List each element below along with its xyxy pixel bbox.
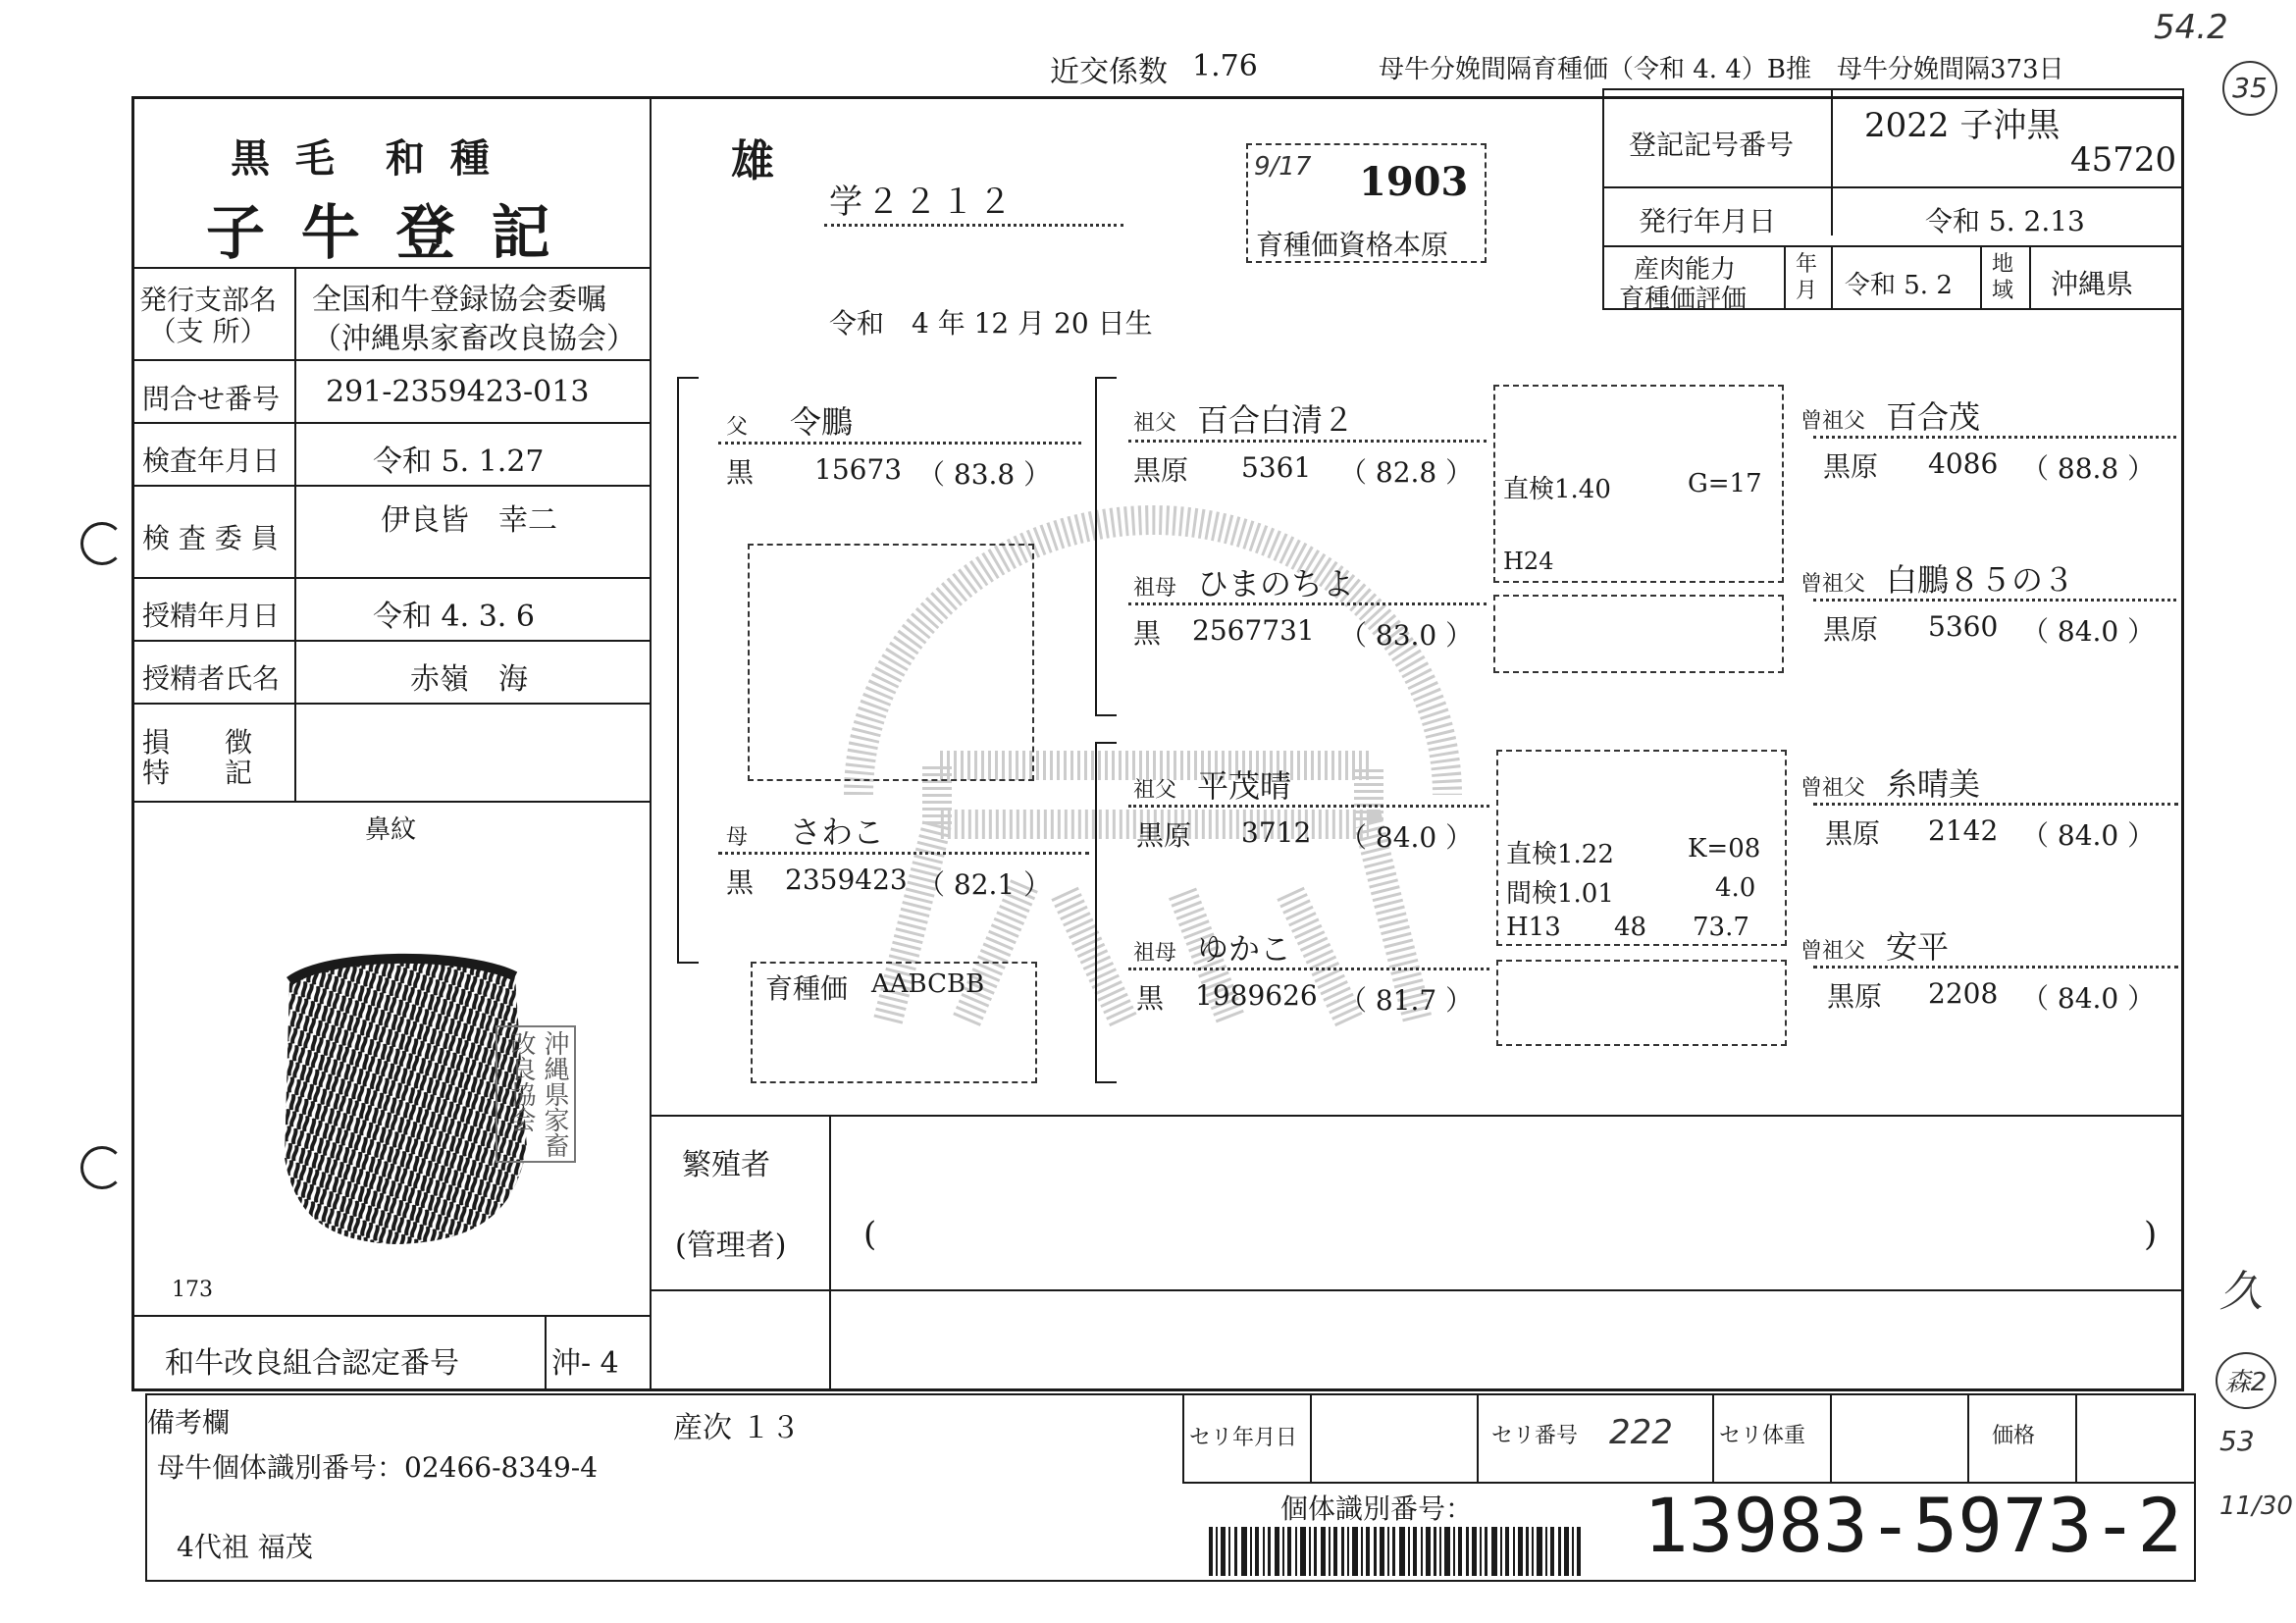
mgf-score: （ 84.0 ）	[1339, 821, 1474, 854]
ggf1-score: （ 88.8 ）	[2021, 452, 2156, 485]
calving-interval-text: 母牛分娩間隔育種価（令和 4. 4）B推 母牛分娩間隔373日	[1379, 55, 2064, 84]
region-label: 地 域	[1992, 252, 2014, 303]
inspection-date-label: 検査年月日	[142, 445, 281, 477]
maternal-bracket	[1095, 742, 1097, 1083]
ggf2-name: 白鵬８５の３	[1886, 561, 2075, 599]
info-bot-3b: 48	[1614, 913, 1647, 942]
id-label: 個体識別番号：	[1280, 1492, 1474, 1525]
manager-label: (管理者)	[675, 1229, 787, 1263]
inbreeding-label: 近交係数	[1050, 55, 1168, 89]
meat-label-2: 育種価評価	[1619, 285, 1748, 314]
dam-id-label: 母牛個体識別番号：02466-8349-4	[157, 1451, 599, 1484]
pgf-score: （ 82.8 ）	[1339, 456, 1474, 489]
father-name: 令鵬	[790, 403, 854, 441]
pgf-number: 5361	[1241, 451, 1312, 484]
mgf-name: 平茂晴	[1197, 767, 1292, 805]
info-bot-3c: 73.7	[1693, 913, 1749, 942]
breeder-label: 繁殖者	[682, 1148, 770, 1182]
ggf2-breed: 黒原	[1823, 613, 1879, 646]
ggf1-number: 4086	[1928, 447, 1999, 480]
info-bot-2a: 間検1.01	[1506, 879, 1614, 909]
ggf3-label: 曾祖父	[1800, 776, 1866, 801]
info-bot-3a: H13	[1506, 913, 1561, 942]
fourth-gen-ancestor: 4代祖 福茂	[177, 1531, 313, 1563]
nose-print-label: 鼻紋	[365, 815, 417, 845]
ggf3-number: 2142	[1928, 814, 1999, 847]
father-number: 15673	[814, 453, 903, 486]
breed-title: 黒 毛 和 種	[231, 135, 496, 182]
auction-weight-label: セリ体重	[1719, 1424, 1806, 1448]
reg-no-label: 登記記号番号	[1629, 129, 1795, 161]
pgm-label: 祖母	[1133, 576, 1177, 601]
nose-print-number: 173	[172, 1278, 213, 1302]
inspection-date-value: 令和 5. 1.27	[373, 445, 545, 479]
breeding-value-label: 育種価	[765, 972, 849, 1005]
ggf3-score: （ 84.0 ）	[2021, 819, 2156, 852]
info-top-2: G=17	[1688, 469, 1762, 498]
union-label: 和牛改良組合認定番号	[165, 1346, 459, 1381]
ggf4-name: 安平	[1886, 928, 1950, 966]
id-value: 13983-5973-2	[1644, 1482, 2183, 1569]
margin-note-4: 11/30	[2219, 1492, 2293, 1521]
pgm-score: （ 83.0 ）	[1339, 619, 1474, 652]
breeding-value: AABCBB	[871, 969, 985, 999]
reg-no-value-1: 2022 子沖黒	[1864, 106, 2061, 145]
ggf3-breed: 黒原	[1825, 817, 1881, 850]
remarks-label: 備考欄	[147, 1406, 231, 1439]
mgf-breed: 黒原	[1136, 819, 1192, 852]
insemination-date-label: 授精年月日	[142, 600, 281, 632]
info-bot-1a: 直検1.22	[1506, 840, 1614, 869]
info-bot-2b: 4.0	[1715, 873, 1756, 903]
issuer-label: 発行支部名 （支 所）	[139, 284, 278, 347]
issuer-value-2: （沖縄県家畜改良協会）	[312, 322, 636, 356]
ggf4-breed: 黒原	[1827, 980, 1883, 1013]
breeder-close-paren: )	[2144, 1215, 2158, 1254]
reg-no-value-2: 45720	[2070, 140, 2177, 180]
parity: 産次 １３	[673, 1411, 801, 1445]
ggf1-name: 百合茂	[1886, 398, 1981, 436]
inquiry-label: 問合せ番号	[142, 383, 281, 415]
inseminator-label: 授精者氏名	[142, 662, 281, 695]
paternal-info-box-2	[1493, 595, 1784, 673]
mgm-number: 1989626	[1195, 979, 1318, 1012]
father-breed: 黒	[726, 456, 755, 489]
handwritten-corner-note: 54.2	[2154, 8, 2228, 47]
auction-no-label: セリ番号	[1491, 1424, 1579, 1448]
union-value: 沖- 4	[551, 1346, 619, 1381]
certificate-title: 子 牛 登 記	[206, 199, 558, 268]
remarks-label-1: 損 徴	[142, 726, 253, 759]
mgf-label: 祖父	[1133, 778, 1177, 803]
issue-date-label: 発行年月日	[1639, 205, 1777, 237]
inbreeding-value: 1.76	[1192, 49, 1258, 83]
auction-date-label: セリ年月日	[1189, 1426, 1298, 1450]
pgf-label: 祖父	[1133, 411, 1177, 436]
price-label: 価格	[1992, 1424, 2036, 1448]
mother-number: 2359423	[785, 864, 908, 896]
calf-name: 学２２１２	[829, 183, 1016, 222]
photo-placeholder	[748, 544, 1034, 781]
ggf4-label: 曾祖父	[1800, 939, 1866, 964]
ggf1-label: 曾祖父	[1800, 409, 1866, 434]
ym-label: 年 月	[1796, 252, 1818, 303]
stamp-number: 1903	[1359, 159, 1469, 205]
parents-bracket	[677, 377, 679, 964]
mother-label: 母	[726, 825, 749, 850]
issue-date-value: 令和 5. 2.13	[1925, 205, 2085, 237]
mgm-label: 祖母	[1133, 941, 1177, 966]
inquiry-value: 291-2359423-013	[326, 375, 590, 409]
stamp-text: 沖縄県家畜改良協会	[506, 1030, 569, 1158]
left-column-divider	[650, 96, 652, 1391]
remarks-label-2: 特 記	[142, 757, 253, 789]
mgf-number: 3712	[1241, 816, 1312, 849]
margin-note-2: 森2	[2216, 1352, 2276, 1409]
pgm-number: 2567731	[1192, 614, 1315, 647]
ggf4-score: （ 84.0 ）	[2021, 982, 2156, 1015]
ggf4-number: 2208	[1928, 977, 1999, 1010]
mother-score: （ 82.1 ）	[917, 868, 1052, 901]
issuer-value-1: 全国和牛登録協会委嘱	[312, 283, 606, 317]
inspector-value: 伊良皆 幸二	[381, 503, 557, 538]
calf-sex: 雄	[731, 136, 774, 186]
info-top-3: H24	[1503, 548, 1554, 575]
barcode	[1209, 1527, 1582, 1576]
insemination-date-value: 令和 4. 3. 6	[373, 600, 535, 634]
inspector-label: 検 査 委 員	[142, 522, 279, 554]
father-score: （ 83.8 ）	[917, 458, 1052, 491]
stamp-date: 9/17	[1254, 152, 1312, 182]
inseminator-value: 赤嶺 海	[410, 662, 528, 697]
info-top-1: 直検1.40	[1503, 475, 1611, 504]
pgf-breed: 黒原	[1133, 454, 1189, 487]
margin-note-1: 久	[2219, 1267, 2263, 1317]
ggf2-score: （ 84.0 ）	[2021, 615, 2156, 648]
info-bot-1b: K=08	[1688, 834, 1761, 864]
mgm-breed: 黒	[1136, 982, 1165, 1015]
breeder-open-paren: (	[863, 1215, 877, 1254]
meat-value: 令和 5. 2	[1845, 271, 1953, 300]
paternal-bracket	[1095, 377, 1097, 716]
handwritten-circle-note: 35	[2222, 61, 2277, 116]
birth-date: 令和 4 年 12 月 20 日生	[829, 307, 1153, 340]
father-label: 父	[726, 415, 749, 440]
mgm-score: （ 81.7 ）	[1339, 984, 1474, 1017]
stamp-label: 育種価資格本原	[1256, 229, 1449, 261]
ggf2-number: 5360	[1928, 610, 1999, 643]
maternal-info-box-2	[1496, 960, 1787, 1046]
auction-no-value: 222	[1609, 1413, 1673, 1452]
meat-label-1: 産肉能力	[1634, 255, 1737, 285]
ggf3-name: 糸晴美	[1886, 765, 1981, 803]
binder-hole-bottom	[80, 1146, 124, 1189]
ggf1-breed: 黒原	[1823, 450, 1879, 483]
pgm-name: ひまのちよ	[1197, 565, 1355, 602]
mgm-name: ゆかこ	[1197, 930, 1292, 968]
ggf2-label: 曾祖父	[1800, 572, 1866, 597]
region-value: 沖縄県	[2051, 268, 2134, 300]
mother-name: さわこ	[790, 813, 885, 851]
mother-breed: 黒	[726, 866, 755, 899]
margin-note-3: 53	[2219, 1425, 2255, 1457]
pgf-name: 百合白清２	[1197, 401, 1355, 439]
pgm-breed: 黒	[1133, 617, 1162, 650]
binder-hole-top	[80, 522, 124, 565]
